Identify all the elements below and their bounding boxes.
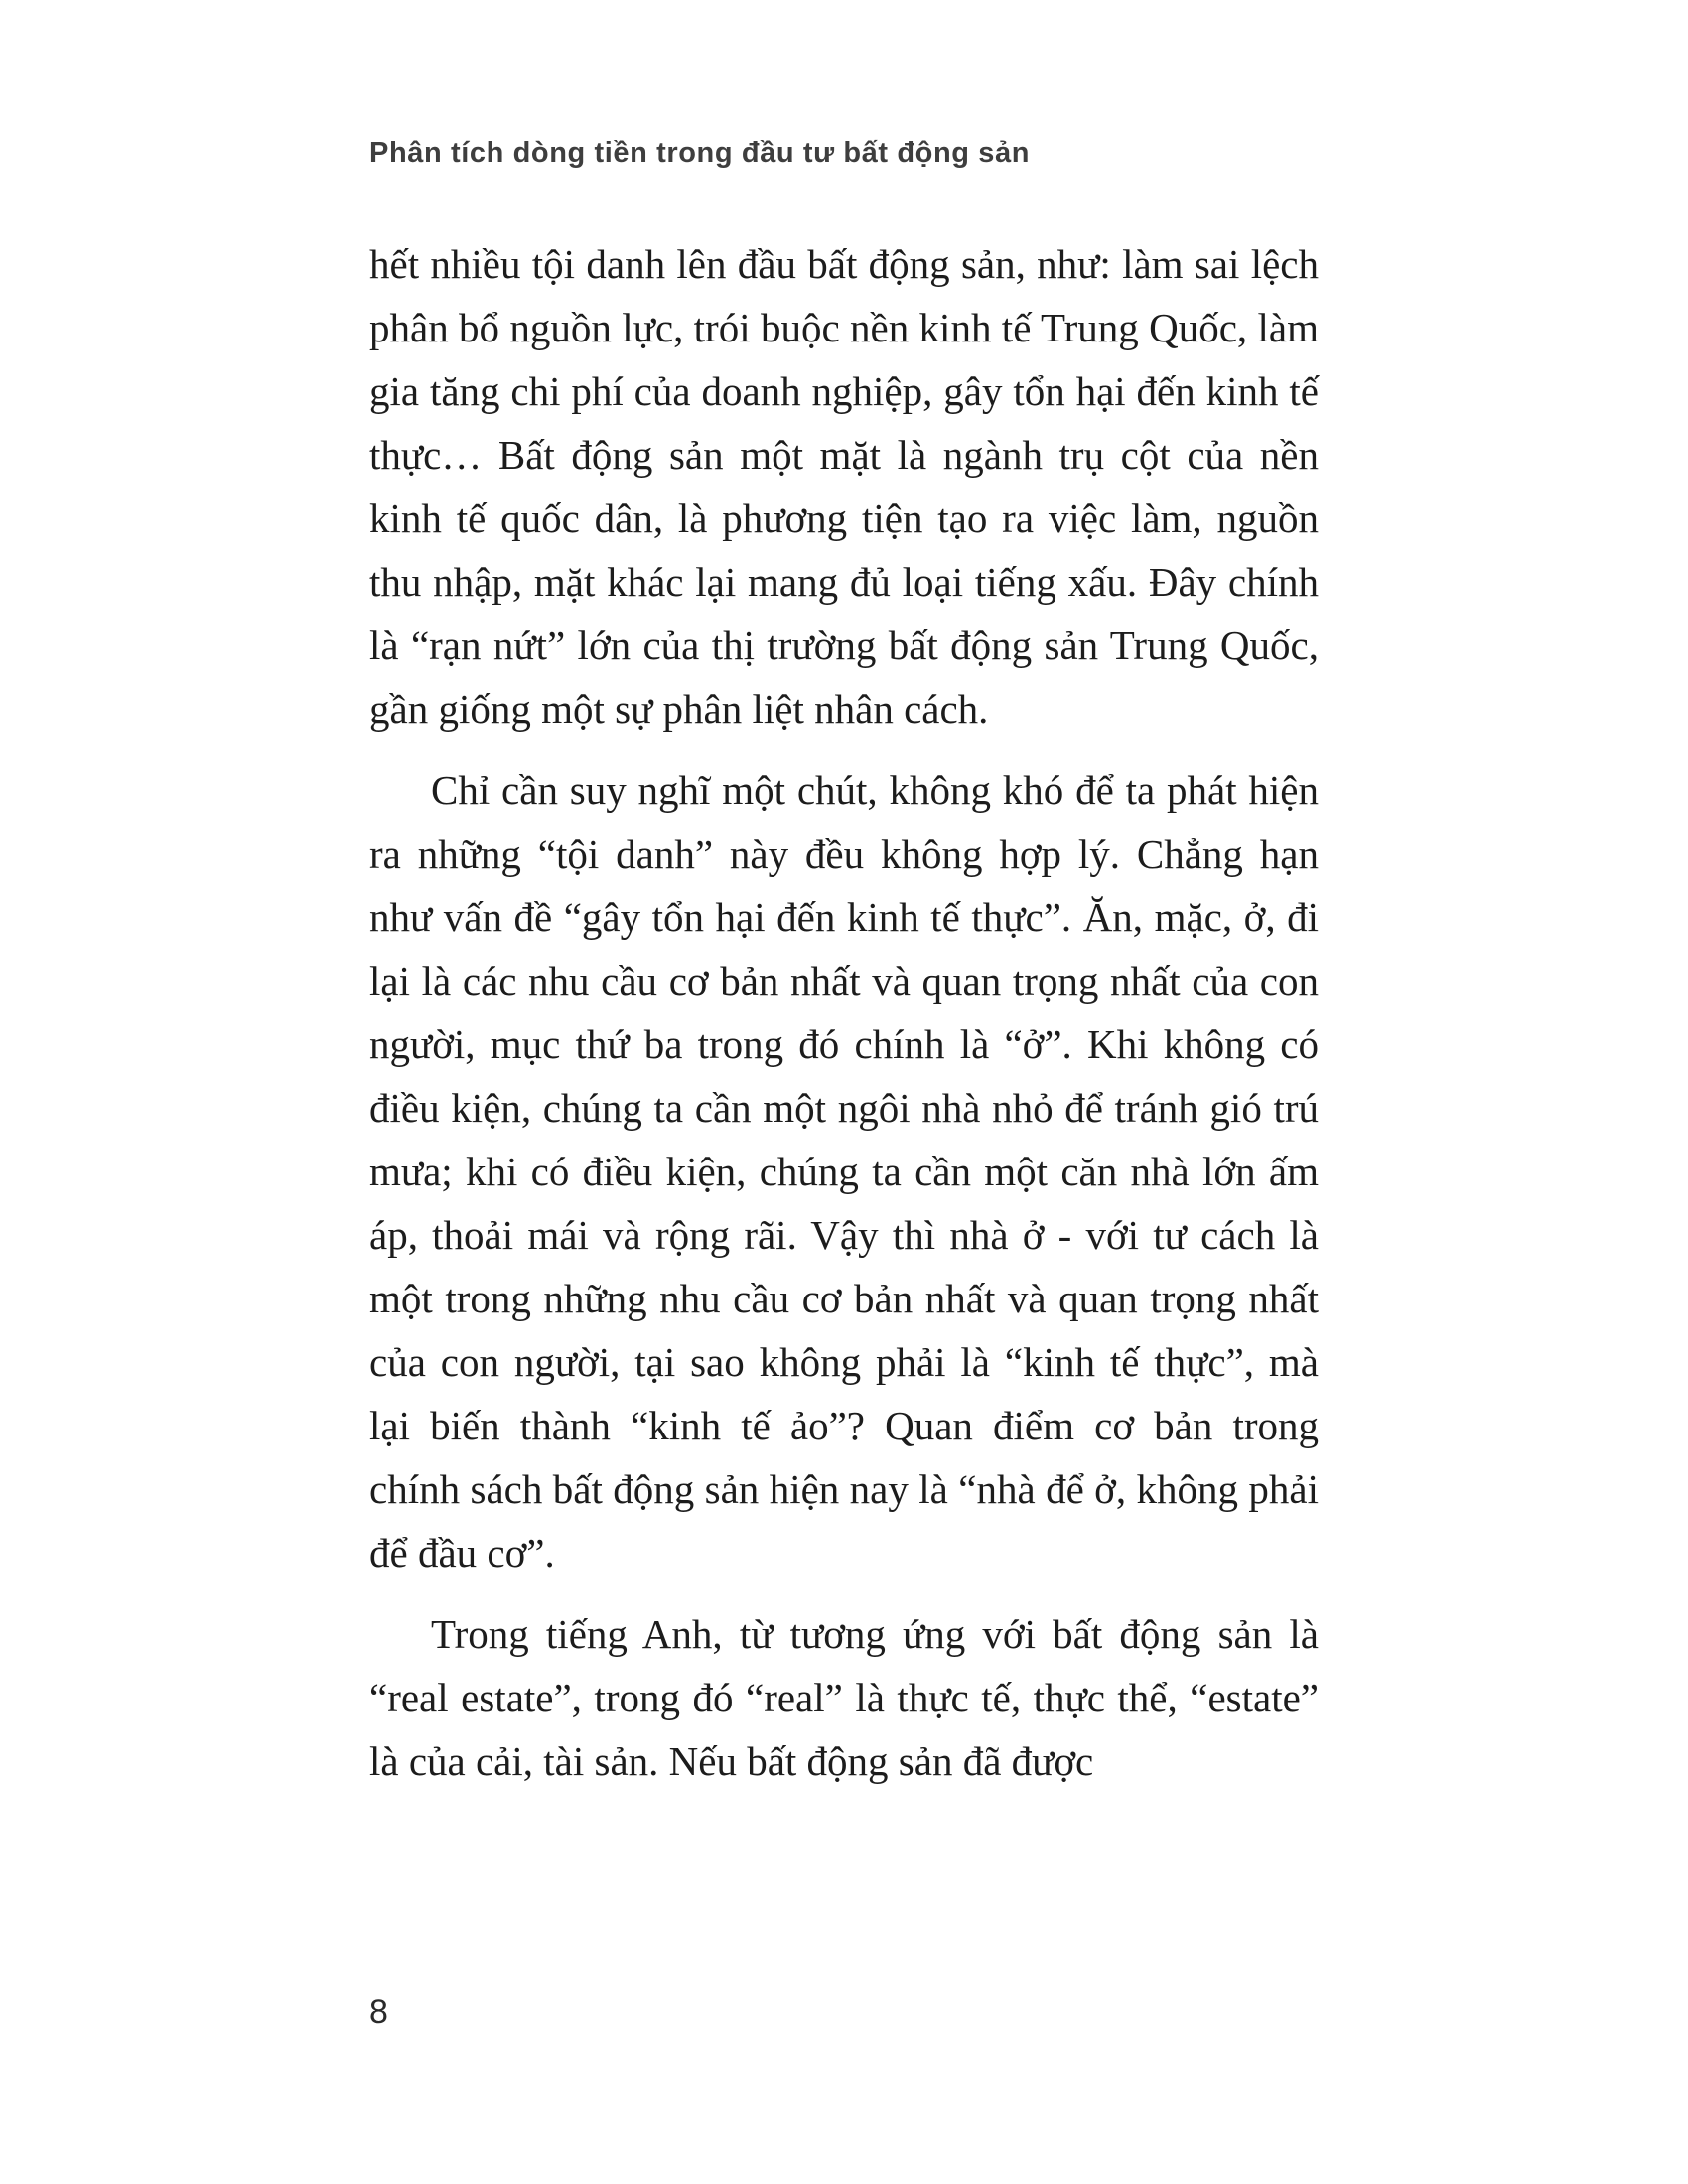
body-paragraph: hết nhiều tội danh lên đầu bất động sản, như: làm sai lệch phân bổ nguồn lực, trói buộc nền kinh tế Trung Quốc, làm gia tăng chi phí của doanh nghiệp, gây tổn hại đến kinh tế thực… Bất động sản một mặt là ngành trụ cột của nền kinh tế quốc dân, là phương tiện tạo ra việc làm, nguồn thu nhập, mặt khác lại mang đủ loại tiếng xấu. Đây chính là “rạn nứt” lớn của thị trường bất động sản Trung Quốc, gần giống một sự phân liệt nhân cách. [369,241,1319,732]
body-paragraph: Trong tiếng Anh, từ tương ứng với bất động sản là “real estate”, trong đó “real” là thực tế, thực thể, “estate” là của cải, tài sản. Nếu bất động sản đã được [369,1611,1319,1784]
page-number: 8 [369,1993,388,2031]
body-text-block [369,232,1319,1811]
body-paragraph: Chỉ cần suy nghĩ một chút, không khó để ta phát hiện ra những “tội danh” này đều không hợp lý. Chẳng hạn như vấn đề “gây tổn hại đến kinh tế thực”. Ăn, mặc, ở, đi lại là các nhu cầu cơ bản nhất và quan trọng nhất của con người, mục thứ ba trong đó chính là “ở”. Khi không có điều kiện, chúng ta cần một ngôi nhà nhỏ để tránh gió trú mưa; khi có điều kiện, chúng ta cần một căn nhà lớn ấm áp, thoải mái và rộng rãi. Vậy thì nhà ở - với tư cách là một trong những nhu cầu cơ bản nhất và quan trọng nhất của con người, tại sao không phải là “kinh tế thực”, mà lại biến thành “kinh tế ảo”? Quan điểm cơ bản trong chính sách bất động sản hiện nay là “nhà để ở, không phải để đầu cơ”. [369,767,1319,1575]
running-header: Phân tích dòng tiền trong đầu tư bất động sản [369,137,1031,169]
